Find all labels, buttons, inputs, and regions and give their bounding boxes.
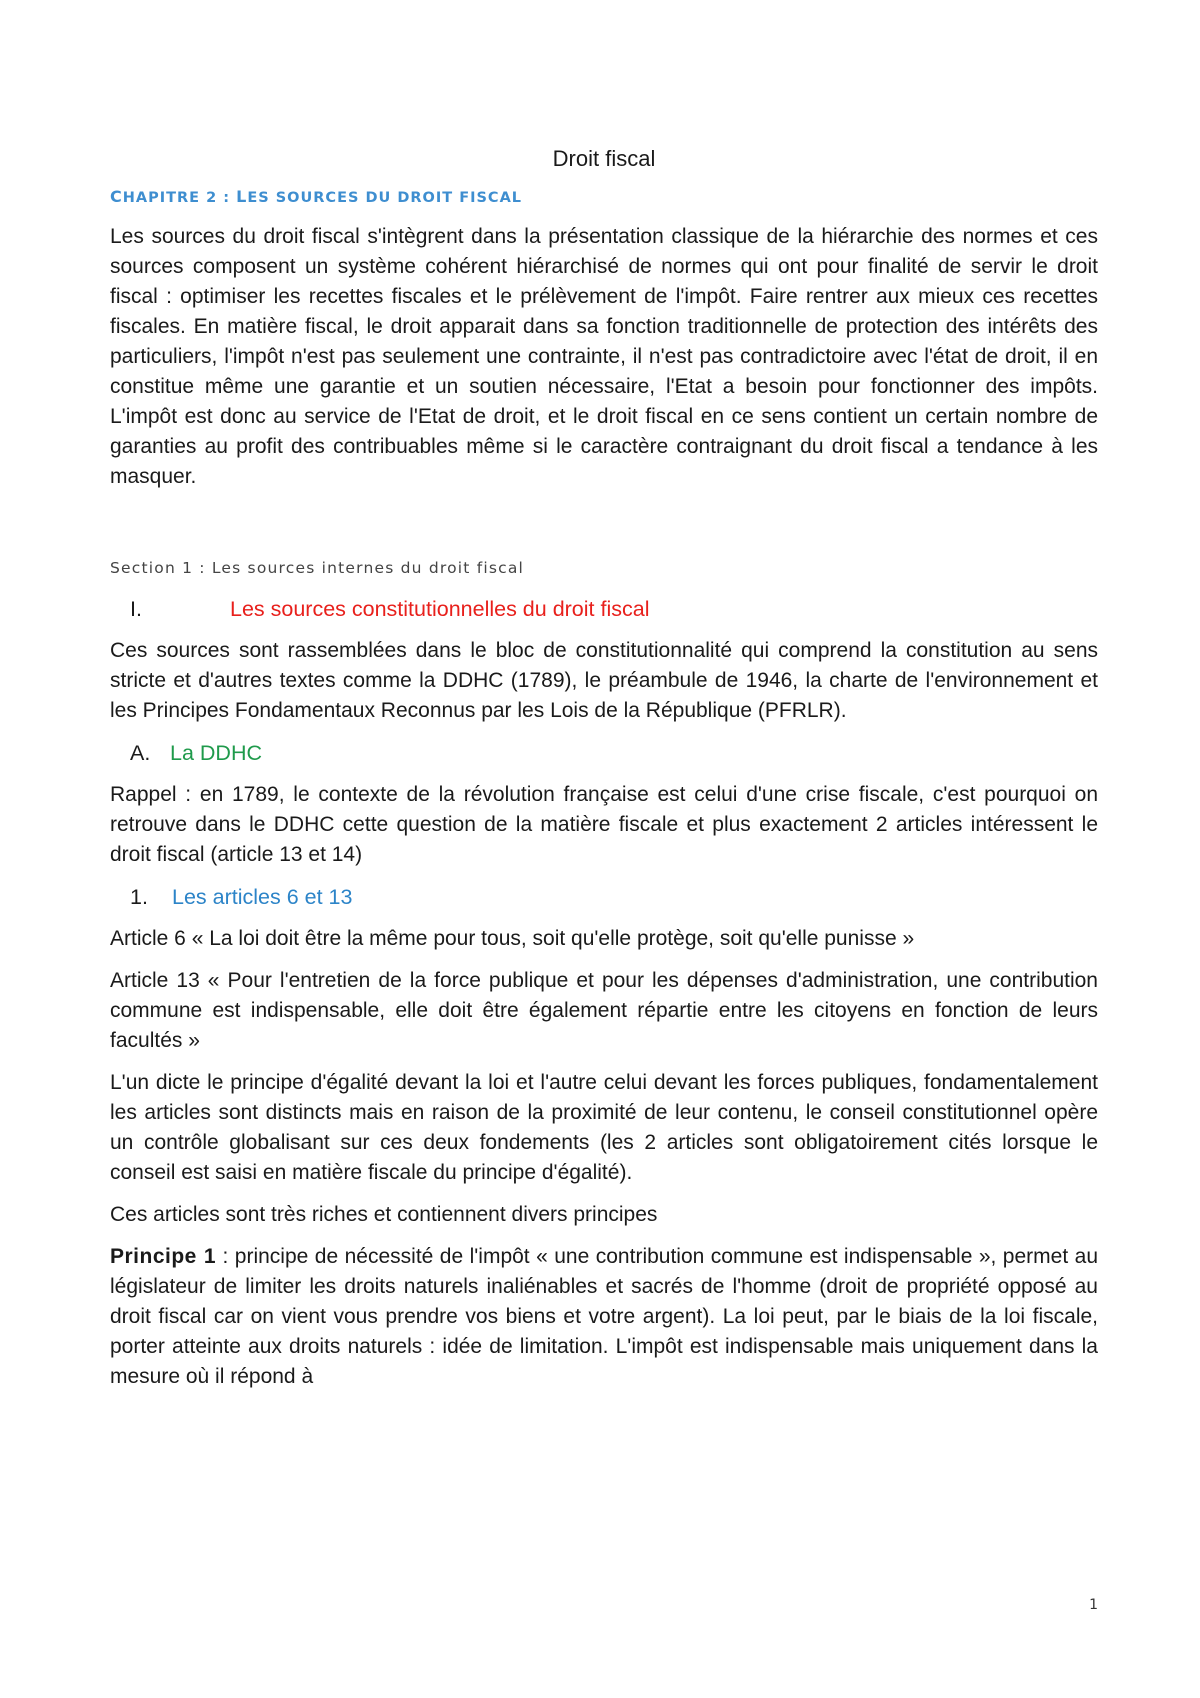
article-6-quote: Article 6 « La loi doit être la même pour tous, soit qu'elle protège, soit qu'elle punisse »: [110, 927, 915, 950]
heading-marker-letter: A.: [130, 741, 151, 765]
chapter-heading: [110, 187, 1098, 208]
chapter-heading-part-1: HAPITRE 2 :: [122, 190, 237, 206]
heading-marker-number: 1.: [130, 885, 148, 909]
principe-1-text: : principe de nécessité de l'impôt « une contribution commune est indispensable », permet au législateur de limiter les droits naturels inaliénables et sacrés de l'homme (droit de propriété opposé au droit fiscal car on vient vous prendre vos biens et votre argent). La loi peut, par le biais de la loi fiscale, porter atteinte aux droits naturels : idée de limitation. L'impôt est indispensable mais uniquement dans la mesure où il répond à: [110, 1245, 1098, 1388]
paragraph-principe-1: [110, 1242, 1098, 1392]
page-number: 1: [1089, 1597, 1098, 1613]
chapter-heading-part-2: ES SOURCES DU DROIT FISCAL: [247, 190, 523, 206]
chapter-heading-initial-c: C: [110, 187, 123, 206]
heading-ddhc: [110, 738, 1098, 768]
heading-text-articles-6-13: Les articles 6 et 13: [172, 885, 353, 909]
heading-text-ddhc: La DDHC: [170, 741, 262, 765]
principe-1-label: Principe 1: [110, 1245, 217, 1268]
heading-marker-roman: I.: [130, 597, 142, 621]
heading-constitutional-sources: [110, 594, 1098, 624]
heading-articles-6-13: [110, 882, 1098, 912]
paragraph-rich-articles: Ces articles sont très riches et contiennent divers principes: [110, 1203, 658, 1226]
section-heading: Section 1 : Les sources internes du droit fiscal: [110, 559, 525, 577]
article-13-quote: Article 13 « Pour l'entretien de la force publique et pour les dépenses d'administration, une contribution commune est indispensable, elle doit être également répartie entre les citoyens en fonction de leurs facultés »: [110, 969, 1098, 1052]
document-body: [110, 146, 1098, 1404]
paragraph-equality-principle: L'un dicte le principe d'égalité devant la loi et l'autre celui devant les forces publiques, fondamentalement les articles sont distincts mais en raison de la proximité de leur contenu, le conseil constitutionnel opère un contrôle globalisant sur ces deux fondements (les 2 articles sont obligatoirement cités lorsque le conseil est saisi en matière fiscale du principe d'égalité).: [110, 1071, 1098, 1184]
paragraph-constitutional-block: Ces sources sont rassemblées dans le bloc de constitutionnalité qui comprend la constitution au sens stricte et d'autres textes comme la DDHC (1789), le préambule de 1946, la charte de l'environnement et les Principes Fondamentaux Reconnus par les Lois de la République (PFRLR).: [110, 639, 1098, 722]
heading-text-constitutional-sources: Les sources constitutionnelles du droit fiscal: [230, 597, 650, 621]
paragraph-ddhc-reminder: Rappel : en 1789, le contexte de la révolution française est celui d'une crise fiscale, c'est pourquoi on retrouve dans le DDHC cette question de la matière fiscale et plus exactement 2 articles intéressent le droit fiscal (article 13 et 14): [110, 783, 1098, 866]
document-title: Droit fiscal: [552, 146, 656, 171]
intro-paragraph: Les sources du droit fiscal s'intègrent dans la présentation classique de la hiérarchie des normes et ces sources composent un système cohérent hiérarchisé de normes qui ont pour finalité de servir le droit fiscal : optimiser les recettes fiscales et le prélèvement de l'impôt. Faire rentrer aux mieux ces recettes fiscales. En matière fiscal, le droit apparait dans sa fonction traditionnelle de protection des intérêts des particuliers, l'impôt n'est pas seulement une contrainte, il n'est pas contradictoire avec l'état de droit, il en constitue même une garantie et un soutien nécessaire, l'Etat a besoin pour fonctionner des impôts. L'impôt est donc au service de l'Etat de droit, et le droit fiscal en ce sens contient un certain nombre de garanties au profit des contribuables même si le caractère contraignant du droit fiscal a tendance à les masquer.: [110, 225, 1098, 488]
chapter-heading-initial-l: L: [236, 187, 248, 206]
